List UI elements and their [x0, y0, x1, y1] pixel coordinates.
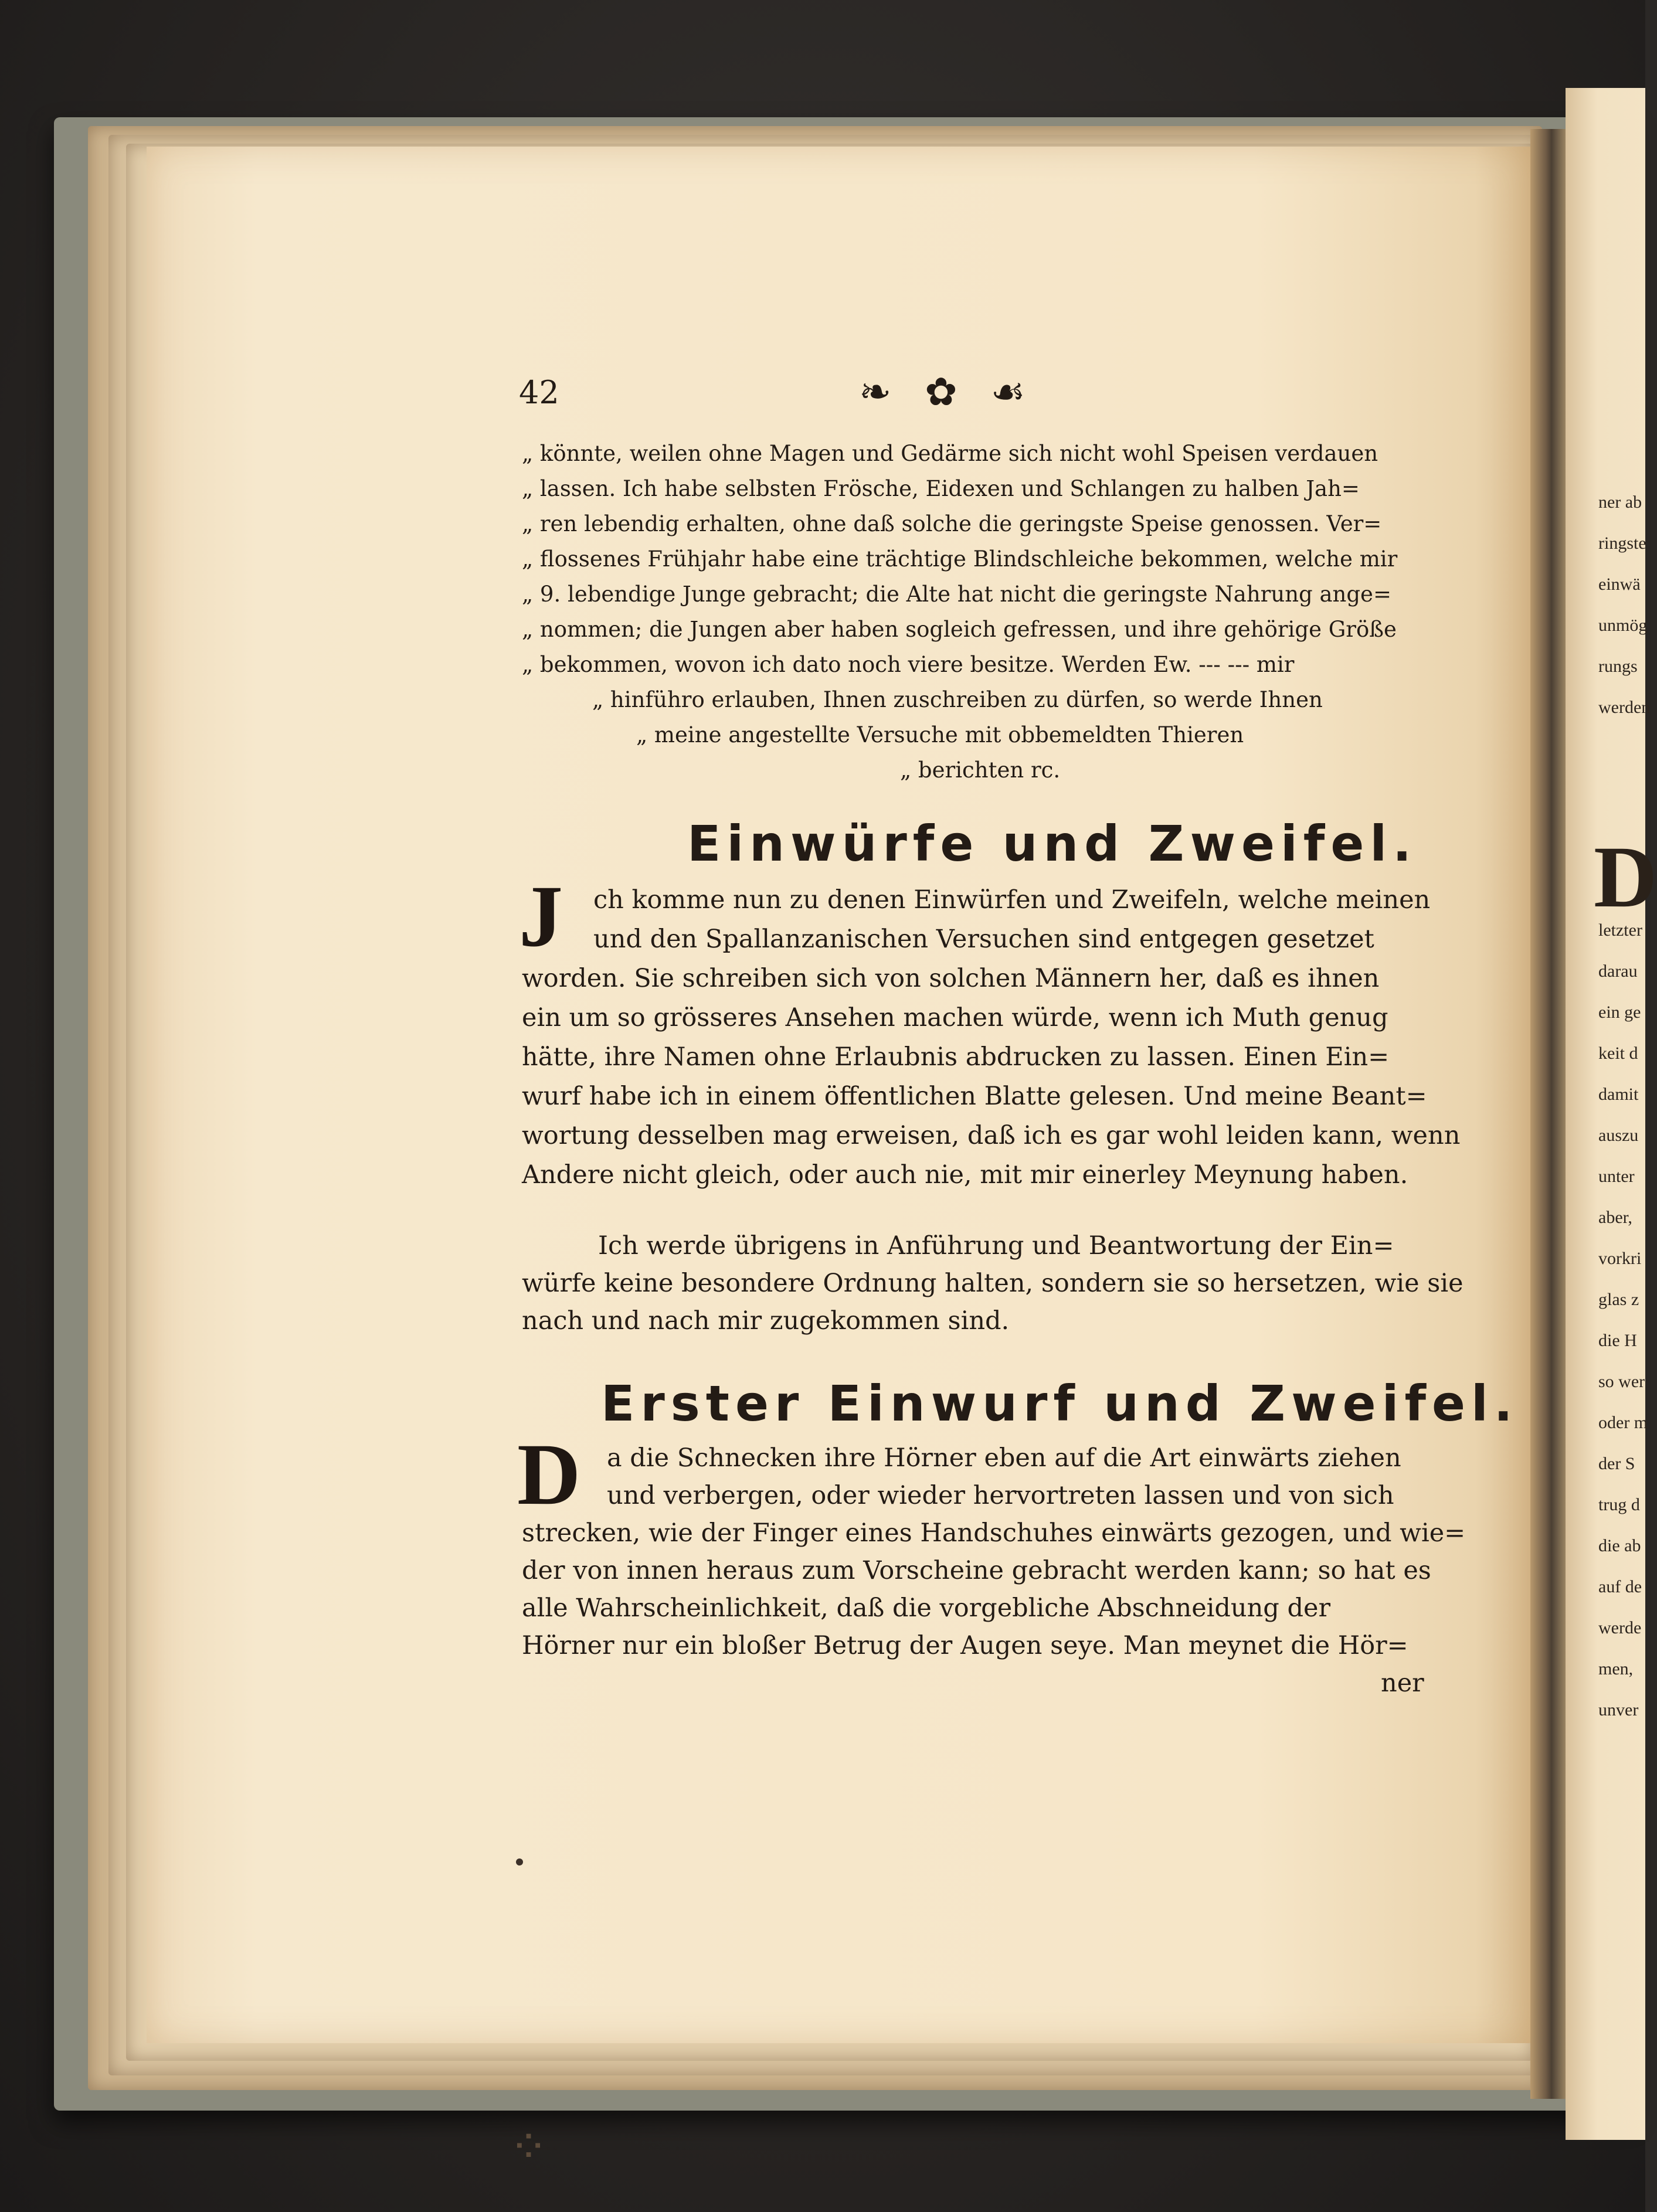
header-ornament: ❧ ✿ ☙	[859, 369, 1036, 414]
paragraph-line: würfe keine besondere Ordnung halten, sondern sie so hersetzen, wie sie	[522, 1269, 1464, 1298]
paragraph-line: Ich werde übrigens in Anführung und Beantwortung der Ein=	[598, 1231, 1394, 1260]
quote-line: „ könnte, weilen ohne Magen und Gedärme sich nicht wohl Speisen verdauen	[522, 441, 1378, 466]
right-page-fragment: men,	[1598, 1659, 1634, 1678]
paragraph-line: und verbergen, oder wieder hervortreten lassen und von sich	[607, 1481, 1394, 1510]
page-number: 42	[519, 374, 559, 411]
paragraph-line: a die Schnecken ihre Hörner eben auf die Art einwärts ziehen	[607, 1443, 1401, 1473]
quote-line: „ bekommen, wovon ich dato noch viere besitze. Werden Ew. --- --- mir	[522, 652, 1295, 677]
paragraph-line: und den Spallanzanischen Versuchen sind entgegen gesetzet	[593, 925, 1374, 954]
quote-line: „ berichten rc.	[900, 757, 1061, 783]
paragraph-line: Andere nicht gleich, oder auch nie, mit mir einerley Meynung haben.	[522, 1160, 1408, 1190]
right-page-fragment: die H	[1598, 1331, 1637, 1350]
paragraph-line: ein um so grösseres Ansehen machen würde, wenn ich Muth genug	[522, 1003, 1388, 1032]
right-page-fragment: auf de	[1598, 1577, 1642, 1596]
paragraph3-dropcap: D	[517, 1426, 581, 1523]
paragraph-line: der von innen heraus zum Vorscheine gebracht werden kann; so hat es	[522, 1556, 1431, 1585]
paragraph-line: Hörner nur ein bloßer Betrug der Augen seye. Man meynet die Hör=	[522, 1631, 1408, 1660]
paragraph-line: nach und nach mir zugekommen sind.	[522, 1306, 1010, 1336]
quote-line: „ hinführo erlauben, Ihnen zuschreiben zu dürfen, so werde Ihnen	[592, 687, 1323, 712]
quote-line: „ lassen. Ich habe selbsten Frösche, Eidexen und Schlangen zu halben Jah=	[522, 476, 1360, 501]
right-page-fragment: vorkri	[1598, 1249, 1642, 1268]
right-page-fragment: so wer	[1598, 1372, 1645, 1391]
paragraph-line: worden. Sie schreiben sich von solchen Männern her, daß es ihnen	[522, 964, 1380, 993]
book-gutter	[1530, 129, 1566, 2099]
paragraph-line: alle Wahrscheinlichkeit, daß die vorgebliche Abschneidung der	[522, 1593, 1331, 1623]
quote-line: „ meine angestellte Versuche mit obbemeldten Thieren	[636, 722, 1244, 747]
quote-line: „ ren lebendig erhalten, ohne daß solche die geringste Speise genossen. Ver=	[522, 511, 1382, 536]
right-page-fragment: damit	[1598, 1085, 1639, 1104]
paragraph-line: hätte, ihre Namen ohne Erlaubnis abdrucken zu lassen. Einen Ein=	[522, 1042, 1390, 1072]
right-page-fragment: einwä	[1598, 575, 1641, 594]
right-page-fragment: trug d	[1598, 1495, 1640, 1514]
ink-spots: ⁘	[509, 2119, 555, 2174]
right-page-fragment: ein ge	[1598, 1003, 1641, 1022]
right-page-fragment: ringste	[1598, 534, 1646, 553]
right-page-fragment: ner ab	[1598, 492, 1642, 512]
right-page-fragment: werde	[1598, 1618, 1642, 1637]
right-page-fragment: auszu	[1598, 1126, 1639, 1145]
quote-line: „ flossenes Frühjahr habe eine trächtige Blindschleiche bekommen, welche mir	[522, 546, 1398, 572]
paragraph1-dropcap: J	[519, 868, 563, 965]
ink-spot	[516, 1858, 523, 1866]
right-page-fragment: rungs	[1598, 657, 1638, 676]
paragraph-line: wurf habe ich in einem öffentlichen Blatte gelesen. Und meine Beant=	[522, 1082, 1427, 1111]
right-page-fragment: glas z	[1598, 1290, 1639, 1309]
right-page-fragment: darau	[1598, 961, 1638, 981]
paragraph-line: ner	[1381, 1669, 1424, 1698]
quote-line: „ nommen; die Jungen aber haben sogleich gefressen, und ihre gehörige Größe	[522, 617, 1397, 642]
paragraph-line: wortung desselben mag erweisen, daß ich es gar wohl leiden kann, wenn	[522, 1121, 1461, 1150]
right-page-fragment: keit d	[1598, 1044, 1638, 1063]
right-page-fragment: die ab	[1598, 1536, 1641, 1555]
right-page-fragment: letzter	[1598, 920, 1642, 940]
paragraph-line: strecken, wie der Finger eines Handschuhes einwärts gezogen, und wie=	[522, 1518, 1466, 1548]
right-page-fragment: der S	[1598, 1454, 1635, 1473]
right-page-fragment: unmög	[1598, 616, 1648, 635]
right-page	[1566, 88, 1657, 2140]
right-page-fragment: oder m	[1598, 1413, 1648, 1432]
right-page-fragment: unter	[1598, 1167, 1635, 1186]
section-heading: Einwürfe und Zweifel.	[687, 815, 1418, 872]
right-page-fragment: unver	[1598, 1700, 1639, 1720]
subsection-heading: Erster Einwurf und Zweifel.	[601, 1375, 1519, 1432]
right-page-fragment: aber,	[1598, 1208, 1632, 1227]
paragraph-line: ch komme nun zu denen Einwürfen und Zweifeln, welche meinen	[593, 885, 1431, 915]
quote-line: „ 9. lebendige Junge gebracht; die Alte hat nicht die geringste Nahrung ange=	[522, 582, 1391, 607]
right-page-fragment: werden	[1598, 698, 1651, 717]
right-page-dropcap: D	[1594, 828, 1657, 926]
